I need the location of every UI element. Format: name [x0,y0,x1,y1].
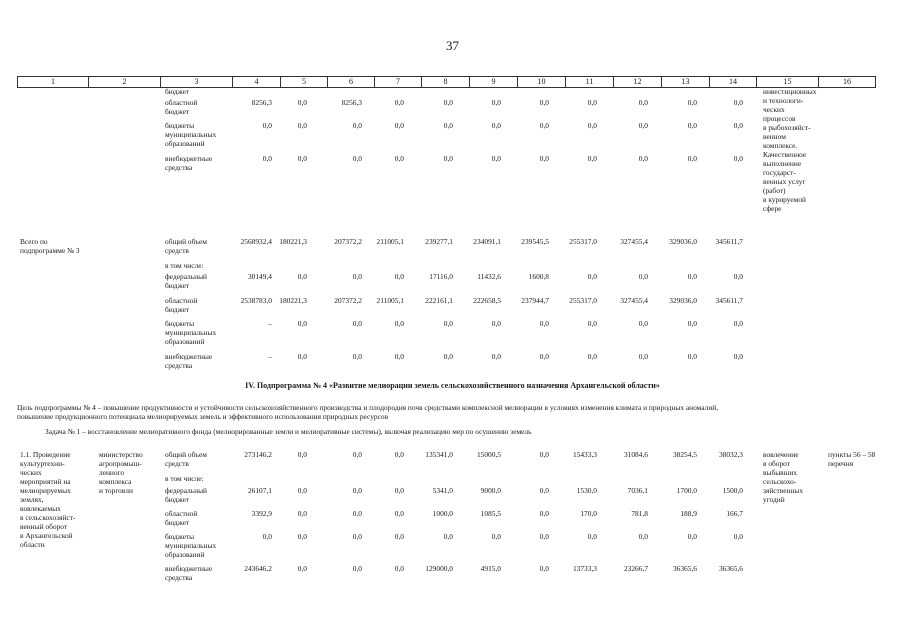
block2-row-4-col-5: 0,0 [297,319,307,328]
block2-row-4-col-8: 0,0 [443,319,453,328]
block2-row-2-label: федеральный бюджет [165,272,207,290]
block1-row-1-col-13: 0,0 [687,98,697,107]
block1-row-2-col-5: 0,0 [297,121,307,130]
block2-row-5-col-12: 0,0 [638,352,648,361]
block3-row-4-col-11: 0,0 [587,532,597,541]
block3-row-5-col-13: 36365,6 [672,564,697,573]
block1-row-1-col-10: 0,0 [539,98,549,107]
block3-row-4-col-10: 0,0 [539,532,549,541]
block2-row-5-col-7: 0,0 [394,352,404,361]
block2-row-0-col-12: 327455,4 [620,237,648,246]
block3-row-3-col-14: 166,7 [726,509,743,518]
block2-row-0-col-10: 239545,5 [521,237,549,246]
block2-row-4-col-7: 0,0 [394,319,404,328]
block2-row-0-col-9: 234091,1 [473,237,501,246]
block1-row-2-col-11: 0,0 [587,121,597,130]
block3-row-2-col-11: 1530,0 [576,486,597,495]
block1-row-3-col-6: 0,0 [352,154,362,163]
block1-row-2-col-13: 0,0 [687,121,697,130]
block2-row-3-col-7: 211005,1 [376,296,404,305]
header-col-8: 8 [422,77,470,87]
block1-row-1-col-14: 0,0 [733,98,743,107]
block2-row-3-col-8: 222161,1 [425,296,453,305]
header-col-15: 15 [757,77,819,87]
block3-row-3-col-9: 1085,5 [480,509,501,518]
block3-row-2-col-10: 0,0 [539,486,549,495]
block3-row-4-col-6: 0,0 [352,532,362,541]
block1-row-3-col-13: 0,0 [687,154,697,163]
block3-row-0-col-7: 0,0 [394,450,404,459]
block3-row-0-col-12: 31084,6 [623,450,648,459]
block2-row-4-label: бюджеты муниципальных образований [165,319,217,346]
block3-row-4-label: бюджеты муниципальных образований [165,532,217,559]
block3-row-5-col-4: 243646,2 [244,564,272,573]
block3-row-3-col-7: 0,0 [394,509,404,518]
block3-row-2-col-4: 26107,1 [247,486,272,495]
header-col-7: 7 [375,77,422,87]
section-heading: IV. Подпрограмма № 4 «Развитие мелиорации земель сельскохозяйственного назначения Архангельской области» [245,381,660,390]
block3-row-2-col-13: 1700,0 [676,486,697,495]
block2-row-5-col-5: 0,0 [297,352,307,361]
block3-row-0-col-4: 273146,2 [244,450,272,459]
block2-row-2-col-14: 0,0 [733,272,743,281]
block3-row-2-col-9: 9000,0 [480,486,501,495]
block2-row-5-col-14: 0,0 [733,352,743,361]
block3-executor: министерство агропромыш- ленного комплекса и торговли [99,450,143,495]
block1-row-3-col-14: 0,0 [733,154,743,163]
block1-row-2-col-12: 0,0 [638,121,648,130]
block1-row-1-col-5: 0,0 [297,98,307,107]
block1-row-1-col-7: 0,0 [394,98,404,107]
header-col-16: 16 [819,77,876,87]
header-col-10: 10 [518,77,566,87]
block3-row-4-col-8: 0,0 [443,532,453,541]
block3-row-4-col-12: 0,0 [638,532,648,541]
header-col-14: 14 [710,77,757,87]
block2-row-2-col-11: 0,0 [587,272,597,281]
block2-row-3-col-11: 255317,0 [569,296,597,305]
block2-row-2-col-13: 0,0 [687,272,697,281]
block3-row-0-col-10: 0,0 [539,450,549,459]
block2-row-2-col-9: 11432,6 [477,272,501,281]
block1-result-text: инвестиционных и технологи- ческих процессов в рыбохозяйст- венном комплексе. Качественное выполнение государст- венных услуг (работ) в курируемой сфере [763,87,817,213]
block3-measure-title: 1.1. Проведение культуртехни- ческих мероприятий на мелиорируемых землях, вовлекаемых в сельскохозяйст- венный оборот в Архангельской области [20,450,76,549]
block2-row-0-label: общий объем средств [165,237,207,255]
block1-row-1-label: областной бюджет [165,98,198,116]
block2-row-2-col-5: 0,0 [297,272,307,281]
header-col-2: 2 [89,77,161,87]
block2-row-2-col-8: 17116,0 [429,272,453,281]
block3-row-2-label: федеральный бюджет [165,486,207,504]
block1-row-1-col-8: 0,0 [443,98,453,107]
block3-result-text: вовлечение в оборот выбывших сельскохо- зяйственных угодий [763,450,804,504]
block3-row-0-col-6: 0,0 [352,450,362,459]
block3-row-3-col-10: 0,0 [539,509,549,518]
block3-row-3-col-4: 3392,9 [251,509,272,518]
block2-row-5-col-11: 0,0 [587,352,597,361]
block2-row-2-col-7: 0,0 [394,272,404,281]
block1-row-3-col-8: 0,0 [443,154,453,163]
block2-row-2-col-6: 0,0 [352,272,362,281]
block3-row-5-col-6: 0,0 [352,564,362,573]
page-number: 37 [446,38,459,53]
block1-row-3-col-9: 0,0 [491,154,501,163]
block3-reference: пункты 56 – 58 перечня [828,450,876,468]
block3-row-5-col-12: 23266,7 [623,564,648,573]
block1-row-2-col-7: 0,0 [394,121,404,130]
block1-row-2-label: бюджеты муниципальных образований [165,121,217,148]
block2-row-0-col-5: 180221,3 [279,237,307,246]
block3-row-5-col-14: 36365,6 [718,564,743,573]
header-col-6: 6 [328,77,375,87]
block1-row-3-col-12: 0,0 [638,154,648,163]
block2-row-3-col-5: 180221,3 [279,296,307,305]
block3-row-0-col-5: 0,0 [297,450,307,459]
block2-row-4-col-10: 0,0 [539,319,549,328]
header-col-13: 13 [662,77,710,87]
header-col-12: 12 [614,77,662,87]
block3-row-4-col-14: 0,0 [733,532,743,541]
block2-row-4-col-6: 0,0 [352,319,362,328]
task-text: Задача № 1 – восстановление мелиоративного фонда (мелиорированные земли и мелиоративные системы), включая реализацию мер по осушению земель [45,427,532,436]
block3-row-5-col-5: 0,0 [297,564,307,573]
block3-row-2-col-7: 0,0 [394,486,404,495]
block3-row-4-col-9: 0,0 [491,532,501,541]
block2-row-4-col-14: 0,0 [733,319,743,328]
block3-row-2-col-5: 0,0 [297,486,307,495]
block3-row-2-col-8: 5341,0 [432,486,453,495]
block2-row-3-label: областной бюджет [165,296,198,314]
block2-row-0-col-4: 2568932,4 [240,237,272,246]
block2-row-0-col-11: 255317,0 [569,237,597,246]
block3-row-0-col-9: 15000,5 [476,450,501,459]
header-col-3: 3 [161,77,233,87]
block2-title: Всего по подпрограмме № 3 [20,237,80,255]
block1-row-3-col-5: 0,0 [297,154,307,163]
block3-row-0-col-14: 38032,3 [718,450,743,459]
block1-row-2-col-8: 0,0 [443,121,453,130]
block2-row-5-col-8: 0,0 [443,352,453,361]
block2-row-4-col-9: 0,0 [491,319,501,328]
block3-row-4-col-13: 0,0 [687,532,697,541]
block2-row-5-col-4: – [268,352,272,361]
block2-row-4-col-11: 0,0 [587,319,597,328]
header-col-5: 5 [281,77,328,87]
block1-row-2-col-10: 0,0 [539,121,549,130]
block3-row-4-col-5: 0,0 [297,532,307,541]
header-col-4: 4 [233,77,281,87]
block3-row-2-col-12: 7036,1 [627,486,648,495]
block2-row-3-col-6: 207372,2 [334,296,362,305]
block3-row-5-col-7: 0,0 [394,564,404,573]
block3-row-3-col-13: 188,9 [680,509,697,518]
block2-row-0-col-14: 345611,7 [715,237,743,246]
block2-row-5-label: внебюджетные средства [165,352,213,370]
block2-row-5-col-9: 0,0 [491,352,501,361]
block2-row-3-col-10: 237944,7 [521,296,549,305]
block3-row-5-col-9: 4915,0 [480,564,501,573]
block2-row-2-col-12: 0,0 [638,272,648,281]
block3-row-5-col-11: 13733,3 [572,564,597,573]
block3-row-5-col-8: 129000,0 [425,564,453,573]
block1-row-1-col-4: 8256,3 [251,98,272,107]
block1-row-2-col-9: 0,0 [491,121,501,130]
block3-row-4-col-4: 0,0 [262,532,272,541]
goal-text: Цель подпрограммы № 4 – повышение продуктивности и устойчивости сельскохозяйственного производства и плодородия почв средствами комплексной мелиорации в условиях изменения климата и природных аномалий, повышение продукционного потенциала мелиорируемых земель и эффективного использования природных ресурсов [17,403,719,421]
block3-row-3-col-8: 1000,0 [432,509,453,518]
block2-row-4-col-4: – [268,319,272,328]
block2-row-0-col-6: 207372,2 [334,237,362,246]
block3-row-4-col-7: 0,0 [394,532,404,541]
block3-row-0-col-11: 15433,3 [572,450,597,459]
block3-row-3-col-12: 781,8 [631,509,648,518]
block2-row-0-col-13: 329036,0 [669,237,697,246]
header-col-11: 11 [566,77,614,87]
block3-row-5-label: внебюджетные средства [165,564,213,582]
block3-row-0-col-8: 135341,0 [425,450,453,459]
block2-row-3-col-14: 345611,7 [715,296,743,305]
block2-row-4-col-13: 0,0 [687,319,697,328]
block1-row-3-col-10: 0,0 [539,154,549,163]
block3-row-0-label: общий объем средств [165,450,207,468]
block3-row-3-col-11: 170,0 [580,509,597,518]
block2-row-3-col-9: 222658,5 [473,296,501,305]
block1-row-3-col-4: 0,0 [262,154,272,163]
block1-row-1-col-11: 0,0 [587,98,597,107]
block1-row-3-label: внебюджетные средства [165,154,213,172]
block3-row-1-label: в том числе: [165,474,204,483]
block2-row-3-col-12: 327455,4 [620,296,648,305]
block2-row-5-col-10: 0,0 [539,352,549,361]
block2-row-0-col-8: 239277,1 [425,237,453,246]
block1-row-3-col-7: 0,0 [394,154,404,163]
block1-row-1-col-9: 0,0 [491,98,501,107]
block3-row-3-label: областной бюджет [165,509,198,527]
block3-row-5-col-10: 0,0 [539,564,549,573]
block2-row-5-col-6: 0,0 [352,352,362,361]
header-col-1: 1 [18,77,89,87]
block3-row-2-col-6: 0,0 [352,486,362,495]
block3-row-0-col-13: 38254,5 [672,450,697,459]
block2-row-3-col-4: 2538783,0 [240,296,272,305]
header-col-9: 9 [470,77,518,87]
block1-row-2-col-6: 0,0 [352,121,362,130]
block1-row-2-col-4: 0,0 [262,121,272,130]
block1-row-1-col-12: 0,0 [638,98,648,107]
table-header-row [17,76,876,88]
block1-row-1-col-6: 8256,3 [341,98,362,107]
block2-row-0-col-7: 211005,1 [376,237,404,246]
block1-row-3-col-11: 0,0 [587,154,597,163]
block1-row-0-label: бюджет [165,87,190,96]
block2-row-2-col-10: 1600,8 [528,272,549,281]
block2-row-2-col-4: 30149,4 [247,272,272,281]
block1-row-2-col-14: 0,0 [733,121,743,130]
block2-row-1-label: в том числе: [165,261,204,270]
block2-row-5-col-13: 0,0 [687,352,697,361]
block3-row-3-col-6: 0,0 [352,509,362,518]
block2-row-4-col-12: 0,0 [638,319,648,328]
block2-row-3-col-13: 329036,0 [669,296,697,305]
block3-row-3-col-5: 0,0 [297,509,307,518]
block3-row-2-col-14: 1500,0 [722,486,743,495]
